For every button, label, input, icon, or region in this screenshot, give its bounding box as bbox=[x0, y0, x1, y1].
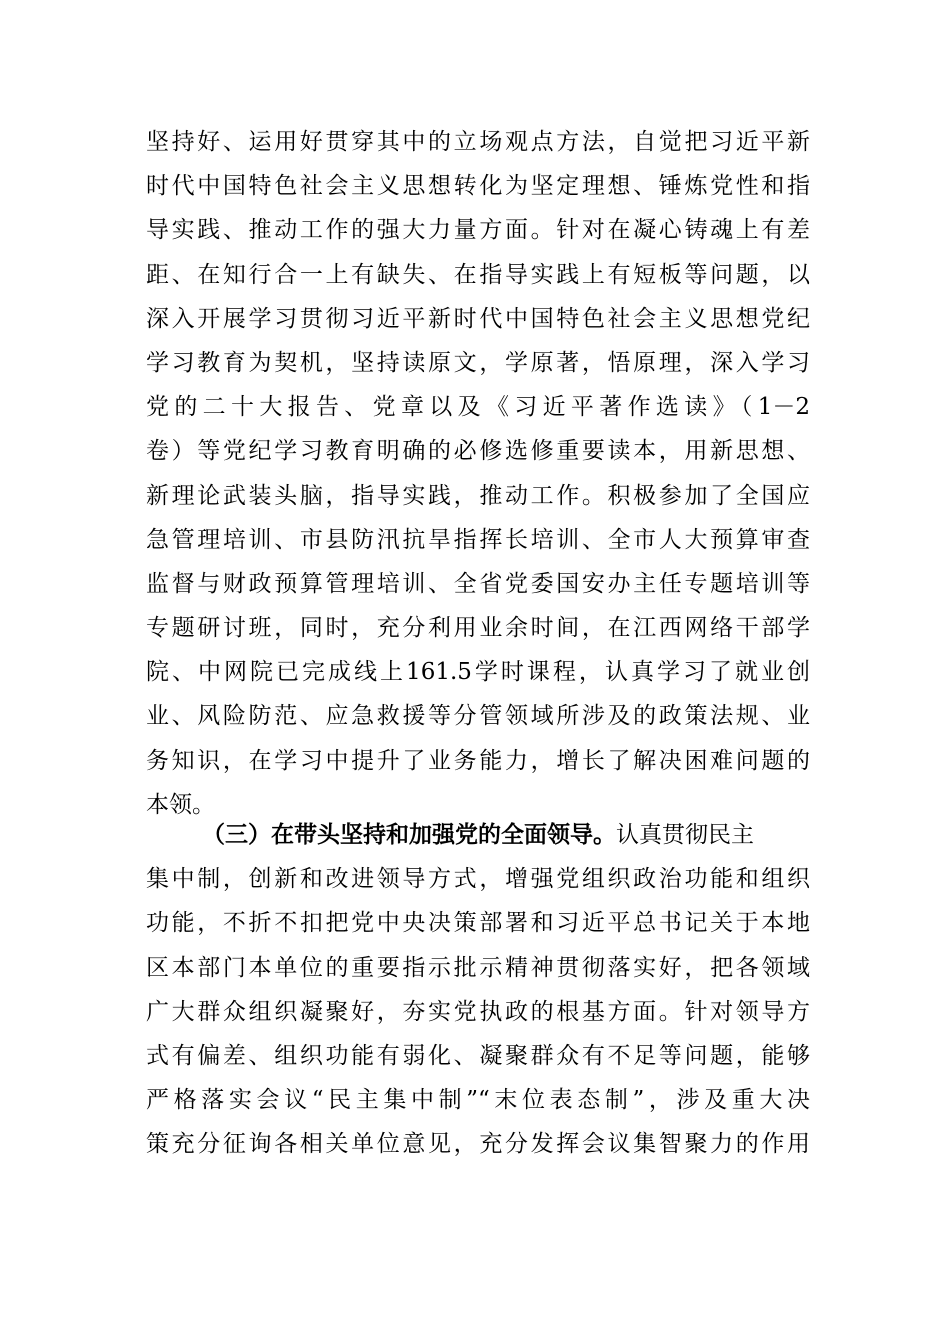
text-line: 院、中网院已完成线上161.5学时课程，认真学习了就业创 bbox=[146, 659, 810, 686]
text-line: 策充分征询各相关单位意见，充分发挥会议集智聚力的作用 bbox=[146, 1131, 810, 1158]
paragraph-1 bbox=[146, 120, 810, 827]
text-line: 务知识，在学习中提升了业务能力，增长了解决困难问题的 bbox=[146, 747, 810, 774]
text-line: 式有偏差、组织功能有弱化、凝聚群众有不足等问题，能够 bbox=[146, 1042, 810, 1069]
text-line-last: 本领。 bbox=[146, 791, 215, 818]
text-line: 深入开展学习贯彻习近平新时代中国特色社会主义思想党纪 bbox=[146, 305, 810, 332]
text-line: 监督与财政预算管理培训、全省党委国安办主任专题培训等 bbox=[146, 570, 810, 597]
text-line: 学习教育为契机，坚持读原文，学原著，悟原理，深入学习 bbox=[146, 349, 810, 376]
text-line: 距、在知行合一上有缺失、在指导实践上有短板等问题，以 bbox=[146, 261, 810, 288]
paragraph-first-line bbox=[146, 813, 810, 857]
paragraph-2 bbox=[146, 813, 810, 1167]
text-line: 卷）等党纪学习教育明确的必修选修重要读本，用新思想、 bbox=[146, 438, 810, 465]
text-line: 导实践、推动工作的强大力量方面。针对在凝心铸魂上有差 bbox=[146, 217, 810, 244]
text-line: 专题研讨班，同时，充分利用业余时间，在江西网络干部学 bbox=[146, 615, 810, 642]
text-line: 功能，不折不扣把党中央决策部署和习近平总书记关于本地 bbox=[146, 910, 810, 937]
text-line: 新理论武装头脑，指导实践，推动工作。积极参加了全国应 bbox=[146, 482, 810, 509]
text-line: 时代中国特色社会主义思想转化为坚定理想、锤炼党性和指 bbox=[146, 173, 810, 200]
text-line: 广大群众组织凝聚好，夯实党执政的根基方面。针对领导方 bbox=[146, 998, 810, 1025]
heading-line-text: 认真贯彻民主 bbox=[616, 822, 754, 848]
text-line: 区本部门本单位的重要指示批示精神贯彻落实好，把各领域 bbox=[146, 954, 810, 981]
text-line: 急管理培训、市县防汛抗旱指挥长培训、全市人大预算审查 bbox=[146, 526, 810, 553]
text-line: 坚持好、运用好贯穿其中的立场观点方法，自觉把习近平新 bbox=[146, 129, 810, 155]
text-line: 严格落实会议“民主集中制”“末位表态制”，涉及重大决 bbox=[146, 1087, 810, 1114]
text-line: 党的二十大报告、党章以及《习近平著作选读》（1－2 bbox=[146, 394, 810, 421]
text-line: 集中制，创新和改进领导方式，增强党组织政治功能和组织 bbox=[146, 866, 810, 893]
text-line: 业、风险防范、应急救援等分管领域所涉及的政策法规、业 bbox=[146, 703, 810, 730]
section-heading: （三）在带头坚持和加强党的全面领导。 bbox=[202, 821, 616, 848]
